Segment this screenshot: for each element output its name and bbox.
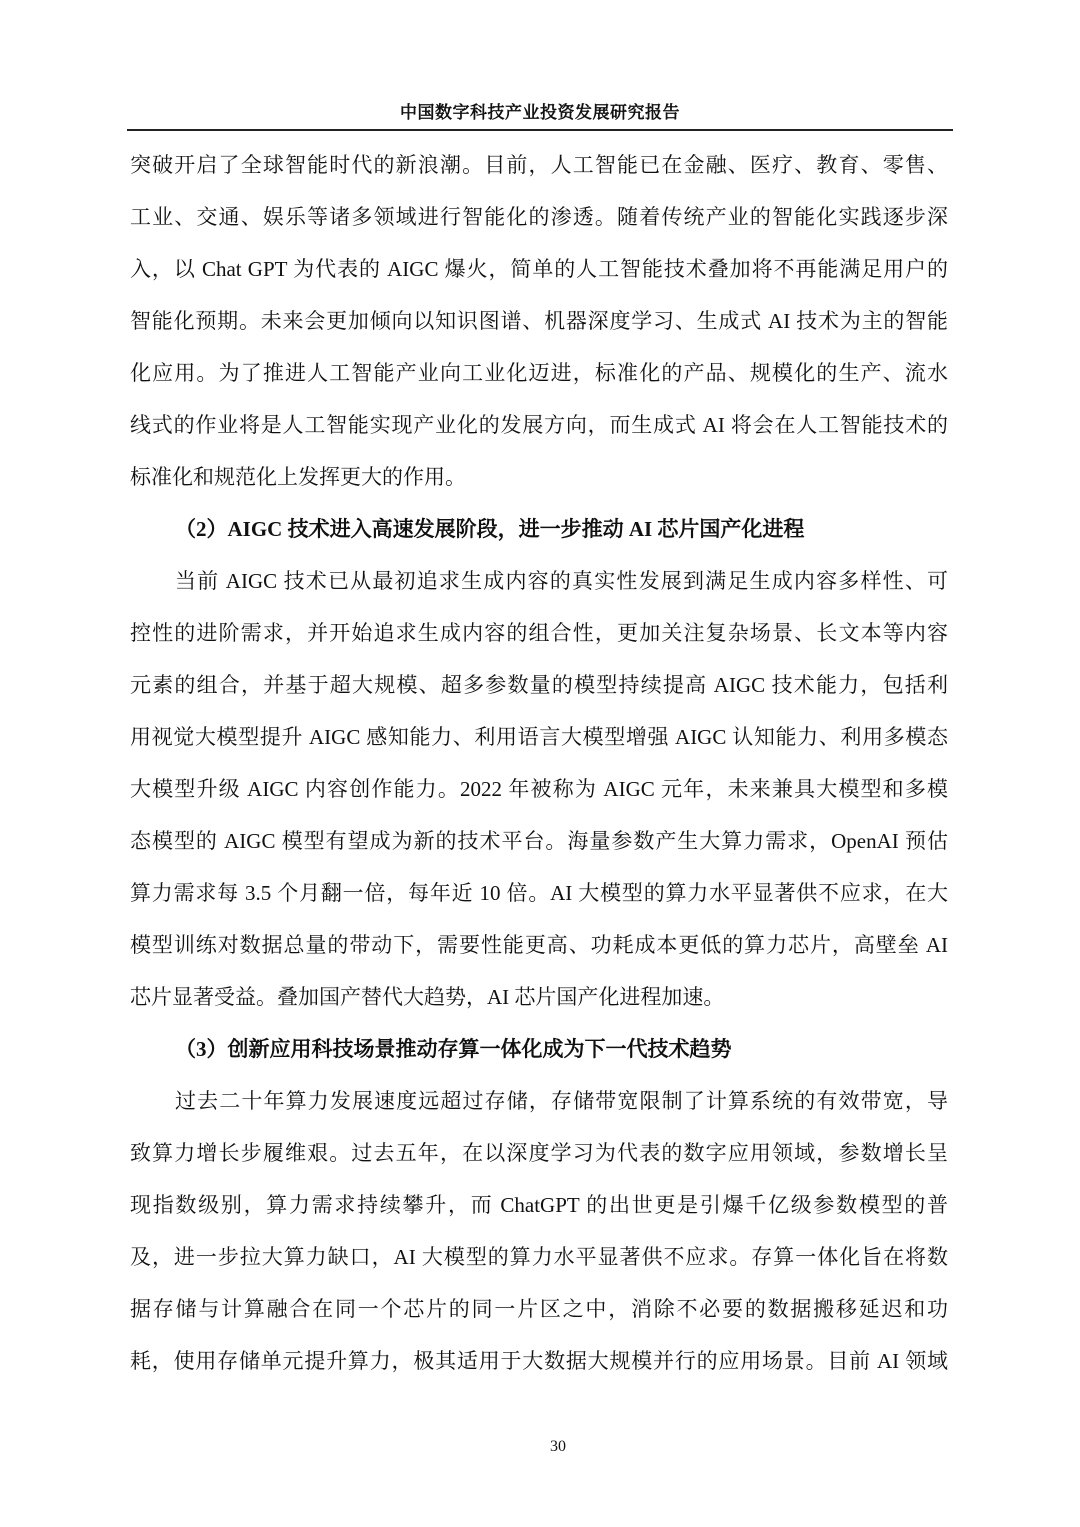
text-line: 标准化和规范化上发挥更大的作用。 (130, 465, 466, 489)
section-heading-2: （2）AIGC 技术进入高速发展阶段，进一步推动 AI 芯片国产化进程 (175, 517, 805, 541)
paragraph-ai-applications (130, 139, 948, 503)
text-line: 控性的进阶需求，并开始追求生成内容的组合性，更加关注复杂场景、长文本等内容 (130, 621, 948, 645)
paragraph-compute-in-memory (130, 1075, 948, 1387)
text-line: 态模型的 AIGC 模型有望成为新的技术平台。海量参数产生大算力需求，OpenAI 预估 (130, 829, 948, 853)
text-line: 化应用。为了推进人工智能产业向工业化迈进，标准化的产品、规模化的生产、流水 (130, 361, 948, 385)
text-line: 致算力增长步履维艰。过去五年，在以深度学习为代表的数字应用领域，参数增长呈 (130, 1141, 948, 1165)
text-line: 算力需求每 3.5 个月翻一倍，每年近 10 倍。AI 大模型的算力水平显著供不应求，在大 (130, 881, 948, 905)
text-line: 入，以 Chat GPT 为代表的 AIGC 爆火，简单的人工智能技术叠加将不再能满足用户的 (130, 257, 948, 281)
text-line: 芯片显著受益。叠加国产替代大趋势，AI 芯片国产化进程加速。 (130, 985, 725, 1009)
page-number: 30 (550, 1438, 566, 1455)
section-heading-3: （3）创新应用科技场景推动存算一体化成为下一代技术趋势 (175, 1037, 732, 1061)
text-line: 线式的作业将是人工智能实现产业化的发展方向，而生成式 AI 将会在人工智能技术的 (130, 413, 948, 437)
text-line: 用视觉大模型提升 AIGC 感知能力、利用语言大模型增强 AIGC 认知能力、利用多模态 (130, 725, 948, 749)
text-line: 现指数级别，算力需求持续攀升，而 ChatGPT 的出世更是引爆千亿级参数模型的普 (130, 1193, 948, 1217)
running-header-title: 中国数字科技产业投资发展研究报告 (400, 103, 680, 122)
text-line: 耗，使用存储单元提升算力，极其适用于大数据大规模并行的应用场景。目前 AI 领域 (130, 1349, 948, 1373)
text-line: 大模型升级 AIGC 内容创作能力。2022 年被称为 AIGC 元年，未来兼具大模型和多模 (130, 777, 948, 801)
text-line: 突破开启了全球智能时代的新浪潮。目前，人工智能已在金融、医疗、教育、零售、 (130, 153, 948, 177)
text-line: 工业、交通、娱乐等诸多领域进行智能化的渗透。随着传统产业的智能化实践逐步深 (130, 205, 948, 229)
text-line: 模型训练对数据总量的带动下，需要性能更高、功耗成本更低的算力芯片，高壁垒 AI (130, 933, 948, 957)
text-line: 当前 AIGC 技术已从最初追求生成内容的真实性发展到满足生成内容多样性、可 (175, 569, 948, 593)
text-line: 及，进一步拉大算力缺口，AI 大模型的算力水平显著供不应求。存算一体化旨在将数 (130, 1245, 948, 1269)
page-body (130, 139, 948, 1387)
text-line: 元素的组合，并基于超大规模、超多参数量的模型持续提高 AIGC 技术能力，包括利 (130, 673, 948, 697)
paragraph-aigc-development (130, 555, 948, 1023)
text-line: 过去二十年算力发展速度远超过存储，存储带宽限制了计算系统的有效带宽，导 (175, 1089, 948, 1113)
text-line: 据存储与计算融合在同一个芯片的同一片区之中，消除不必要的数据搬移延迟和功 (130, 1297, 948, 1321)
text-line: 智能化预期。未来会更加倾向以知识图谱、机器深度学习、生成式 AI 技术为主的智能 (130, 309, 948, 333)
header-divider (127, 129, 953, 131)
